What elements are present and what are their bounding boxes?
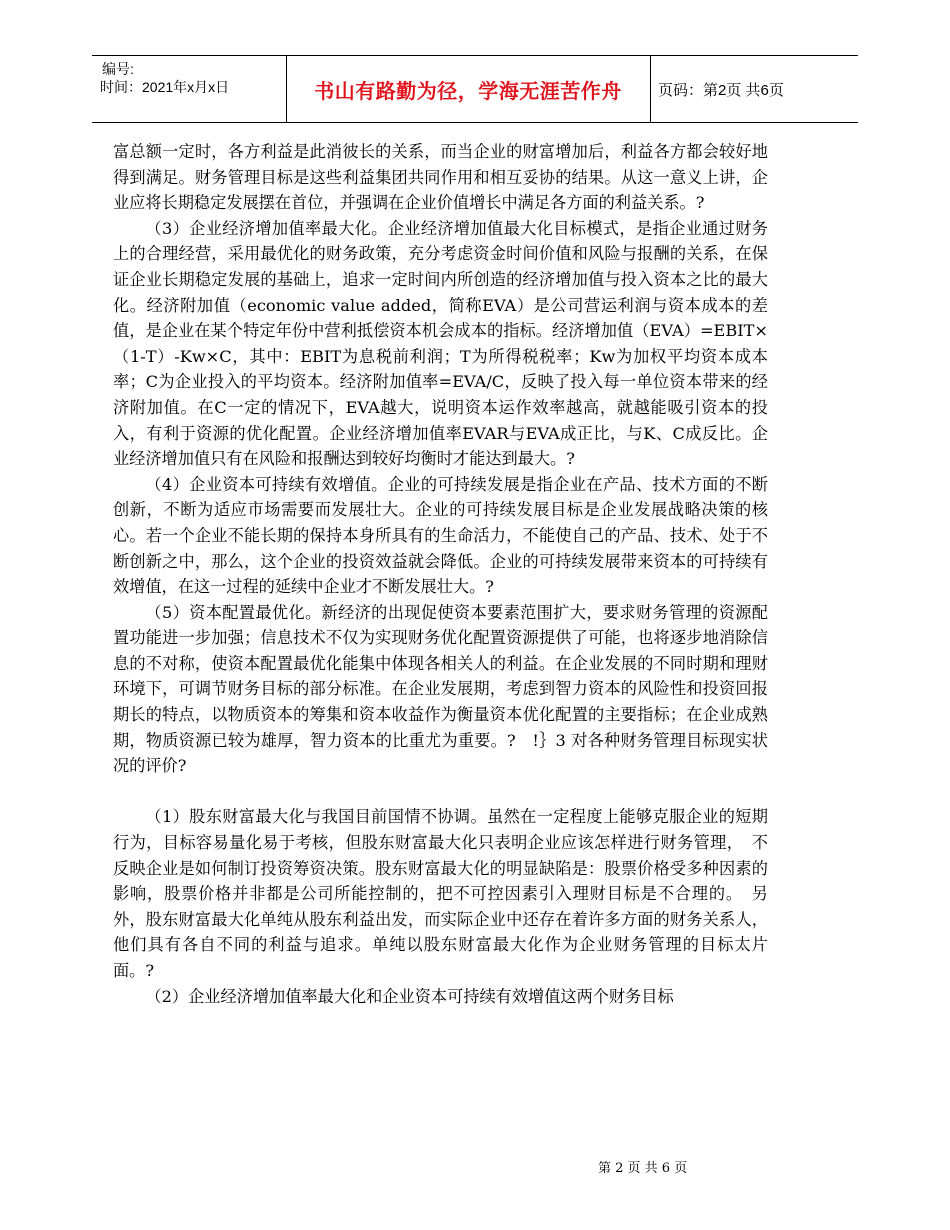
paragraph-shareholder-wealth: （1）股东财富最大化与我国目前国情不协调。虽然在一定程度上能够克服企业的短期行为，目标容易量化易于考核，但股东财富最大化只表明企业应该怎样进行财务管理， 不反映企业是如何制订投资筹资决策。股东财富最大化的明显缺陷是：股票价格受多种因素的影响，股票价格并非都是公司所能控制的，把不可控因素引入理财目标是不合理的。 另外，股东财富最大化单纯从股东利益出发，而实际企业中还存在着许多方面的财务关系人，他们具有各自不同的利益与追求。单纯以股东财富最大化作为企业财务管理的目标太片面。? [113, 807, 768, 980]
paragraph-spacer [113, 779, 768, 805]
header-page-cell [650, 56, 858, 122]
paragraph-eva-rate: （3）企业经济增加值率最大化。企业经济增加值最大化目标模式，是指企业通过财务上的合理经营，采用最优化的财务政策，充分考虑资金时间价值和风险与报酬的关系，在保证企业长期稳定发展的基础上，追求一定时间内所创造的经济增加值与投入资本之比的最大化。经济附加值（economic value added，简称EVA）是公司营运利润与资本成本的差值，是企业在某个特定年份中营利抵偿资本机会成本的指标。经济增加值（EVA）=EBIT×（1-T）-Kw×C，其中：EBIT为息税前利润；T为所得税税率；Kw为加权平均资本成本率；C为企业投入的平均资本。经济附加值率=EVA/C，反映了投入每一单位资本带来的经济附加值。在C一定的情况下，EVA越大，说明资本运作效率越高，就越能吸引资本的投入，有利于资源的优化配置。企业经济增加值率EVAR与EVA成正比，与K、C成反比。企业经济增加值只有在风险和报酬达到较好均衡时才能达到最大。? [113, 218, 768, 469]
paragraph-continuation: 富总额一定时，各方利益是此消彼长的关系，而当企业的财富增加后，利益各方都会较好地得到满足。财务管理目标是这些利益集团共同作用和相互妥协的结果。从这一意义上讲，企业应将长期稳定发展摆在首位，并强调在企业价值增长中满足各方面的利益关系。? [113, 142, 768, 213]
footer-page-number: 第 2 页 共 6 页 [598, 1161, 688, 1176]
header-page-info: 页码：第2页 共6页 [658, 81, 784, 99]
document-body [113, 139, 768, 1009]
paragraph-capital-allocation: （5）资本配置最优化。新经济的出现促使资本要素范围扩大，要求财务管理的资源配置功能进一步加强；信息技术不仅为实现财务优化配置资源提供了可能，也将逐步地消除信息的不对称，使资本配置最优化能集中体现各相关人的利益。在企业发展的不同时期和理财环境下，可调节财务目标的部分标准。在企业发展期，考虑到智力资本的风险性和投资回报期长的特点，以物质资本的筹集和资本收益作为衡量资本优化配置的主要指标；在企业成熟期，物质资源已较为雄厚，智力资本的比重尤为重要。? !｝3 对各种财务管理目标现实状况的评价? [113, 602, 768, 776]
paragraph-capital-growth: （4）企业资本可持续有效增值。企业的可持续发展是指企业在产品、技术方面的不断创新，不断为适应市场需要而发展壮大。企业的可持续发展目标是企业发展战略决策的核心。若一个企业不能长期的保持本身所具有的生命活力，不能使自己的产品、技术、处于不断创新之中，那么，这个企业的投资效益就会降低。企业的可持续发展带来资本的可持续有效增值，在这一过程的延续中企业才不断发展壮大。? [113, 474, 768, 597]
header-meta-cell [92, 56, 287, 122]
page-footer [0, 1157, 950, 1177]
document-number-label: 编号: [102, 61, 134, 77]
paragraph-two-targets: （2）企业经济增加值率最大化和企业资本可持续有效增值这两个财务目标 [145, 986, 674, 1006]
document-time-label: 时间：2021年x月x日 [100, 79, 230, 95]
page-header [92, 55, 858, 123]
header-motto: 书山有路勤为径，学海无涯苦作舟 [314, 78, 622, 103]
header-motto-cell [286, 56, 651, 122]
